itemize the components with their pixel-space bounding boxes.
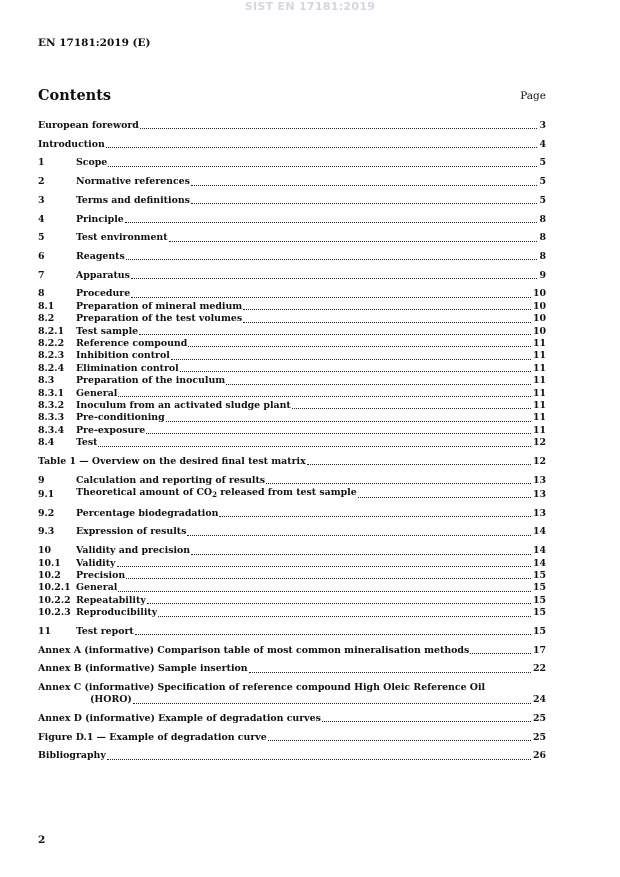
toc-entry-number: 5 xyxy=(38,232,45,244)
toc-entry-title-continued: (HORO) xyxy=(90,694,132,706)
toc-entry-title: Procedure xyxy=(76,288,131,300)
toc-entry[interactable] xyxy=(38,645,546,657)
toc-entry-title-part: Theoretical amount of CO xyxy=(76,487,213,499)
dot-leader xyxy=(266,483,531,484)
toc-entry-page: 3 xyxy=(539,120,546,131)
toc-entry-page: 14 xyxy=(532,526,546,538)
dot-leader xyxy=(187,535,531,536)
toc-entry-page: 17 xyxy=(532,644,546,656)
dot-leader xyxy=(188,346,531,347)
toc-entry-title: Test report xyxy=(76,625,134,637)
toc-entry-title: General xyxy=(76,582,118,594)
toc-entry[interactable] xyxy=(38,120,546,132)
toc-entry-page: 11 xyxy=(532,362,546,374)
subscript: 2 xyxy=(212,490,217,500)
toc-entry-page: 12 xyxy=(532,455,546,467)
toc-entry-title: Test sample xyxy=(76,325,139,337)
toc-entry-title: Scope xyxy=(76,157,108,169)
dot-leader xyxy=(307,464,531,465)
toc-entry-title: Preparation of mineral medium xyxy=(76,300,243,312)
toc-entry-number: 10 xyxy=(38,545,52,557)
toc-entry-number: 2 xyxy=(38,176,45,188)
dot-leader xyxy=(358,497,531,498)
toc-entry-number: 3 xyxy=(38,194,45,206)
toc-entry[interactable] xyxy=(38,176,546,188)
dot-leader xyxy=(171,359,531,360)
toc-entry[interactable] xyxy=(38,663,546,675)
toc-entry-page: 10 xyxy=(532,325,546,337)
toc-entry-number: 8.3 xyxy=(38,375,55,387)
toc-entry-title: Annex A (informative) Comparison table of most common mineralisation methods xyxy=(38,644,470,656)
dot-leader xyxy=(147,603,531,604)
toc-entry[interactable] xyxy=(38,139,546,151)
toc-entry[interactable] xyxy=(38,388,546,400)
dot-leader xyxy=(268,740,531,741)
dot-leader xyxy=(125,222,538,223)
dot-leader xyxy=(126,578,531,579)
toc-entry[interactable] xyxy=(38,375,546,387)
toc-entry[interactable] xyxy=(38,545,546,557)
toc-entry[interactable] xyxy=(38,270,546,282)
toc-entry-title: Inoculum from an activated sludge plant xyxy=(76,399,291,411)
toc-entry-page: 10 xyxy=(532,313,546,325)
toc-entry[interactable] xyxy=(38,475,546,487)
toc-entry-number: 8.3.4 xyxy=(38,424,65,436)
toc-entry-title: Annex D (informative) Example of degradation curves xyxy=(38,713,321,725)
toc-entry-page: 25 xyxy=(532,731,546,743)
toc-entry-page: 11 xyxy=(532,375,546,387)
dot-leader xyxy=(191,203,538,204)
toc-entry-page: 12 xyxy=(532,437,546,449)
toc-entry-page: 25 xyxy=(532,713,546,725)
toc-entry-page: 14 xyxy=(532,545,546,557)
toc-entry-page: 11 xyxy=(532,424,546,436)
dot-leader xyxy=(135,634,531,635)
toc-entry-title: Reagents xyxy=(76,250,125,262)
toc-entry[interactable] xyxy=(38,456,546,468)
toc-entry[interactable] xyxy=(38,301,546,313)
dot-leader xyxy=(98,446,530,447)
contents-heading: Contents xyxy=(38,87,112,104)
dot-leader xyxy=(180,371,531,372)
toc-entry-page: 5 xyxy=(539,194,546,206)
toc-entry[interactable] xyxy=(38,713,546,725)
toc-entry-page: 5 xyxy=(539,157,546,169)
dot-leader xyxy=(191,554,531,555)
toc-entry-number: 7 xyxy=(38,269,45,281)
toc-entry-number: 8 xyxy=(38,288,45,300)
toc-entry-number: 8.2.3 xyxy=(38,350,65,362)
toc-entry-title: Percentage biodegradation xyxy=(76,507,219,519)
toc-entry-page: 9 xyxy=(539,269,546,281)
toc-entry[interactable] xyxy=(38,682,546,707)
toc-entry-title: Calculation and reporting of results xyxy=(76,474,266,486)
toc-entry-title: Terms and definitions xyxy=(76,194,190,206)
toc-entry-page: 24 xyxy=(532,694,546,706)
dot-leader xyxy=(133,703,531,704)
toc-entry[interactable] xyxy=(38,412,546,424)
toc-entry-number: 8.4 xyxy=(38,437,55,449)
toc-entry-number: 10.2.2 xyxy=(38,594,71,606)
toc-entry-page: 11 xyxy=(532,337,546,349)
toc-entry[interactable] xyxy=(38,626,546,638)
toc-entry-title: Expression of results xyxy=(76,526,187,538)
toc-entry-title xyxy=(76,487,357,501)
dot-leader xyxy=(292,408,531,409)
toc-entry-title: Annex B (informative) Sample insertion xyxy=(38,663,248,675)
toc-entry-title: Reference compound xyxy=(76,337,188,349)
toc-entry-page: 4 xyxy=(539,138,546,150)
dot-leader xyxy=(166,421,531,422)
toc-entry-page: 15 xyxy=(532,569,546,581)
toc-entry-title: Pre-conditioning xyxy=(76,412,165,424)
toc-entry[interactable] xyxy=(38,363,546,375)
toc-entry-title: Bibliography xyxy=(38,750,106,762)
dot-leader xyxy=(322,721,531,722)
toc-entry[interactable] xyxy=(38,338,546,350)
toc-entry-number: 10.2 xyxy=(38,569,61,581)
toc-entry-number: 9.2 xyxy=(38,507,55,519)
toc-entry-title: Precision xyxy=(76,569,126,581)
toc-entry[interactable] xyxy=(38,595,546,607)
toc-entry-title: Test environment xyxy=(76,232,168,244)
toc-entry-number: 9.3 xyxy=(38,526,55,538)
toc-entry[interactable] xyxy=(38,425,546,437)
toc-entry-title: Test xyxy=(76,437,98,449)
toc-entry-number: 8.3.2 xyxy=(38,399,65,411)
toc-entry-page: 14 xyxy=(532,557,546,569)
toc-entry-page: 15 xyxy=(532,582,546,594)
toc-entry-title: Introduction xyxy=(38,138,105,150)
toc-entry-title: Reproducibility xyxy=(76,607,158,619)
dot-leader xyxy=(118,591,531,592)
dot-leader xyxy=(219,516,531,517)
toc-entry-page: 8 xyxy=(539,250,546,262)
dot-leader xyxy=(108,166,537,167)
toc-entry-number: 8.1 xyxy=(38,300,55,312)
toc-entry[interactable] xyxy=(38,487,546,501)
dot-leader xyxy=(139,334,531,335)
toc-entry-title: Pre-exposure xyxy=(76,424,146,436)
toc-entry-title: Table 1 — Overview on the desired final test matrix xyxy=(38,455,306,467)
toc-entry-page: 11 xyxy=(532,350,546,362)
watermark: SIST EN 17181:2019 xyxy=(244,0,376,13)
toc-entry-page: 15 xyxy=(532,594,546,606)
dot-leader xyxy=(146,433,531,434)
toc-entry-number: 8.2.1 xyxy=(38,325,65,337)
toc-entry-page: 22 xyxy=(532,663,546,675)
dot-leader xyxy=(117,566,531,567)
toc-entry-title: Apparatus xyxy=(76,269,130,281)
toc-entry-title: Inhibition control xyxy=(76,350,170,362)
dot-leader xyxy=(107,759,531,760)
toc-entry[interactable] xyxy=(38,526,546,538)
toc-entry-page: 15 xyxy=(532,607,546,619)
toc-entry-number: 8.3.1 xyxy=(38,387,65,399)
toc-entry-title: General xyxy=(76,387,118,399)
page-number: 2 xyxy=(38,834,46,846)
toc-entry-number: 8.2.2 xyxy=(38,337,65,349)
toc-entry-title: Preparation of the inoculum xyxy=(76,375,226,387)
toc-entry[interactable] xyxy=(38,326,546,338)
toc-entry-title: Elimination control xyxy=(76,362,179,374)
toc-entry-page: 13 xyxy=(532,489,546,501)
toc-entry-page: 5 xyxy=(539,176,546,188)
toc-entry[interactable] xyxy=(38,582,546,594)
toc-entry[interactable] xyxy=(38,251,546,263)
toc-entry[interactable] xyxy=(38,607,546,619)
toc-entry-title: Validity and precision xyxy=(76,545,191,557)
toc-entry-page: 11 xyxy=(532,412,546,424)
toc-entry-title: Repeatability xyxy=(76,594,146,606)
page-column-label: Page xyxy=(520,90,546,102)
toc-entry[interactable] xyxy=(38,214,546,226)
dot-leader xyxy=(126,259,538,260)
toc-entry[interactable] xyxy=(38,732,546,744)
toc-entry-title: Annex C (informative) Specification of reference compound High Oleic Reference Oil xyxy=(38,681,486,693)
toc-entry-number: 9 xyxy=(38,474,45,486)
toc-entry[interactable] xyxy=(38,508,546,520)
toc-entry[interactable] xyxy=(38,437,546,449)
toc-entry-number: 8.2 xyxy=(38,313,55,325)
toc-entry-page: 8 xyxy=(539,213,546,225)
toc-entry[interactable] xyxy=(38,750,546,762)
toc-entry-title: European foreword xyxy=(38,120,139,131)
toc-entry-number: 9.1 xyxy=(38,489,55,501)
toc-entry[interactable] xyxy=(38,570,546,582)
dot-leader xyxy=(470,653,531,654)
dot-leader xyxy=(191,185,538,186)
toc-entry[interactable] xyxy=(38,400,546,412)
dot-leader xyxy=(131,297,531,298)
dot-leader xyxy=(249,672,531,673)
toc-entry-title: Preparation of the test volumes xyxy=(76,313,243,325)
dot-leader xyxy=(106,147,538,148)
toc-entry-number: 4 xyxy=(38,213,45,225)
toc-entry-page: 11 xyxy=(532,387,546,399)
toc-entry-title: Figure D.1 — Example of degradation curve xyxy=(38,731,267,743)
toc-entry-title: Normative references xyxy=(76,176,190,188)
toc-entry-page: 8 xyxy=(539,232,546,244)
dot-leader xyxy=(140,128,538,129)
toc-entry-page: 10 xyxy=(532,288,546,300)
toc-entry-number: 8.2.4 xyxy=(38,362,65,374)
toc-entry[interactable] xyxy=(38,157,546,169)
dot-leader xyxy=(169,241,538,242)
toc-entry-title-part: released from test sample xyxy=(216,487,357,499)
toc-entry-number: 6 xyxy=(38,250,45,262)
toc-entry[interactable] xyxy=(38,232,546,244)
table-of-contents xyxy=(38,120,546,763)
dot-leader xyxy=(131,278,538,279)
dot-leader xyxy=(226,384,531,385)
toc-entry[interactable] xyxy=(38,288,546,300)
toc-entry[interactable] xyxy=(38,350,546,362)
toc-entry-title: Principle xyxy=(76,213,124,225)
dot-leader xyxy=(243,309,531,310)
toc-entry-page: 15 xyxy=(532,625,546,637)
toc-entry[interactable] xyxy=(38,195,546,207)
toc-entry-page: 13 xyxy=(532,474,546,486)
document-id: EN 17181:2019 (E) xyxy=(38,37,151,49)
toc-entry-number: 10.1 xyxy=(38,557,61,569)
toc-entry-title: Validity xyxy=(76,557,116,569)
dot-leader xyxy=(243,322,531,323)
toc-entry-page: 26 xyxy=(532,750,546,762)
toc-entry[interactable] xyxy=(38,313,546,325)
dot-leader xyxy=(158,616,531,617)
toc-entry-number: 8.3.3 xyxy=(38,412,65,424)
toc-entry-page: 10 xyxy=(532,300,546,312)
toc-entry[interactable] xyxy=(38,558,546,570)
toc-entry-number: 10.2.1 xyxy=(38,582,71,594)
dot-leader xyxy=(118,396,531,397)
toc-entry-number: 10.2.3 xyxy=(38,607,71,619)
toc-entry-page: 11 xyxy=(532,399,546,411)
toc-entry-number: 11 xyxy=(38,625,52,637)
toc-entry-number: 1 xyxy=(38,157,45,169)
toc-entry-page: 13 xyxy=(532,507,546,519)
